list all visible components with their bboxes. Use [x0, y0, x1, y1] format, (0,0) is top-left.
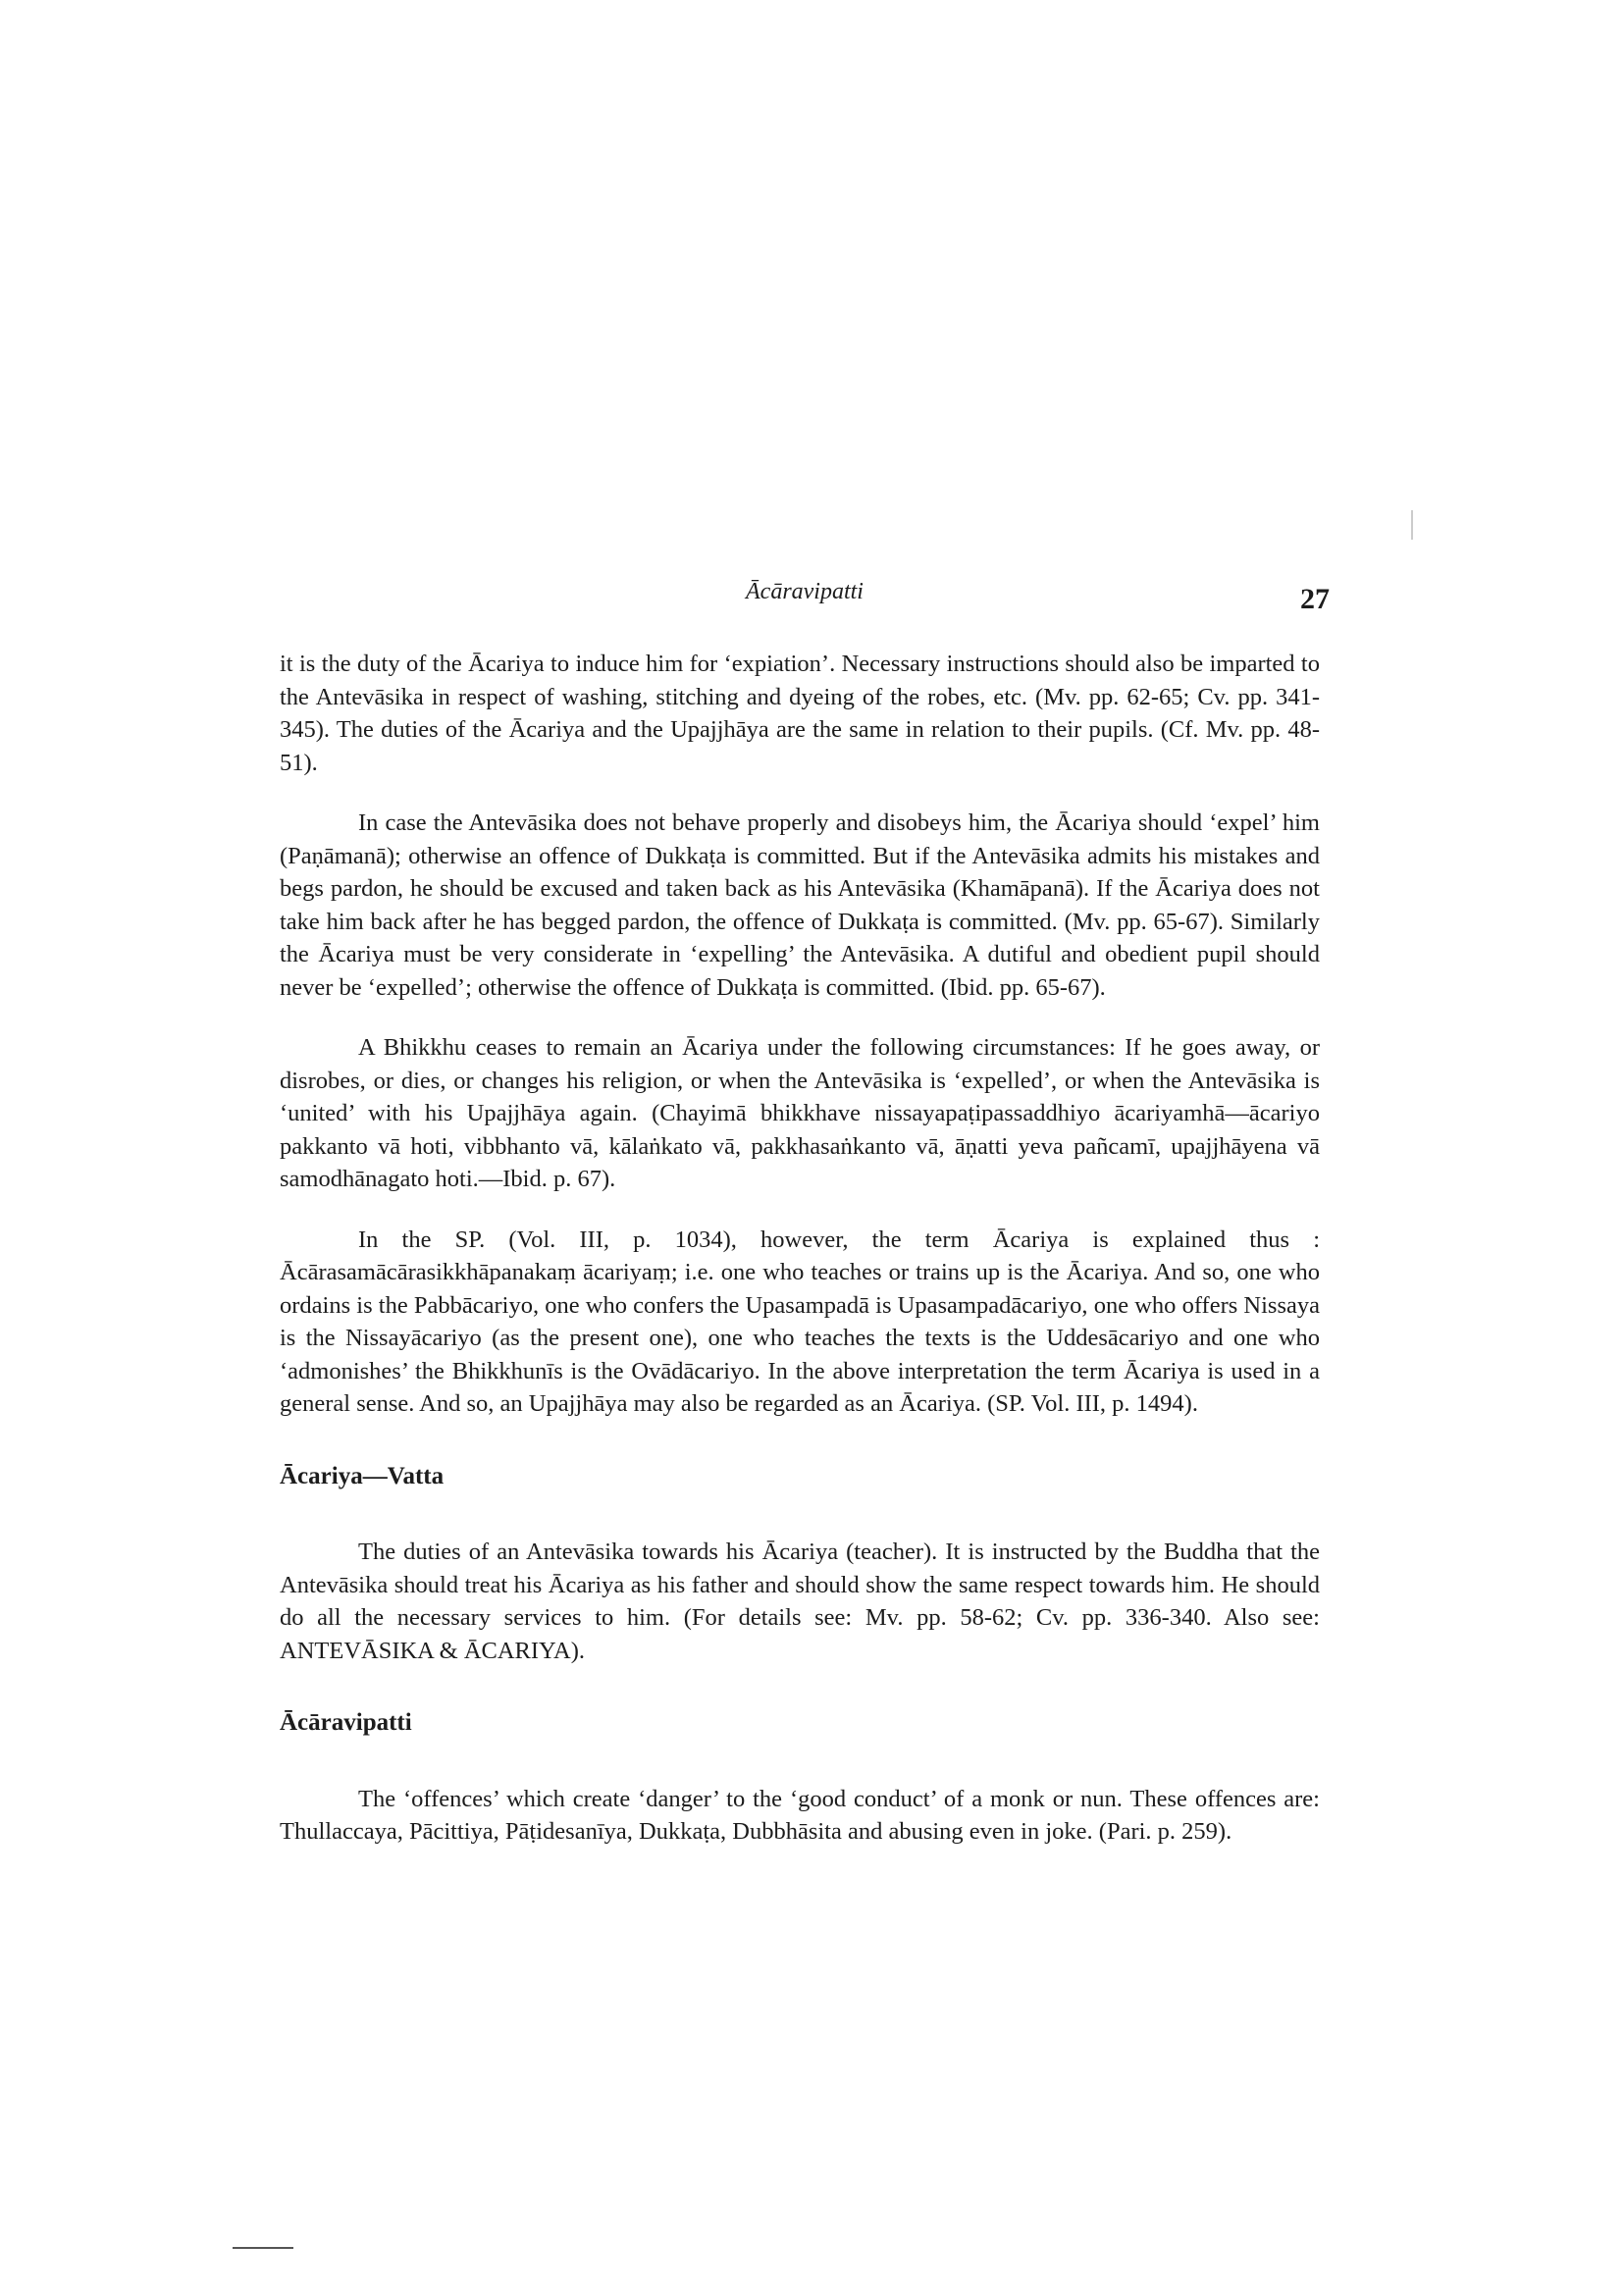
margin-mark [1411, 510, 1413, 540]
entry-text: The duties of an Antevāsika towards his Ācariya (teacher). It is instructed by the Buddha that the Antevāsika should treat his Ācariya as his father and should show the same respect towards him. He should do all the necessary services to him. (For details see: Mv. pp. 58-62; Cv. pp. 336-340. Also see: ANTEVĀSIKA & ĀCARIYA). [280, 1539, 1320, 1664]
page-number: 27 [1300, 583, 1330, 615]
footer-rule [233, 2247, 293, 2249]
paragraph-sp-definition: In the SP. (Vol. III, p. 1034), however, the term Ācariya is explained thus : Ācārasamācārasikkhāpanakaṃ ācariyaṃ; i.e. one who teaches or trains up is the Ācariya. And so, one who ordains is the Pabbācariyo, one who confers the Upasampadā is Upasampadācariyo, one who offers Nissaya is the Nissayācariyo (as the present one), one who teaches the texts is the Uddesācariyo and one who ‘admonishes’ the Bhikkhunīs is the Ovādācariyo. In the above interpretation the term Ācariya is used in a general sense. And so, an Upajjhāya may also be regarded as an Ācariya. (SP. Vol. III, p. 1494). [280, 1226, 1320, 1417]
body-text [280, 648, 1320, 1849]
paragraph-expulsion: In case the Antevāsika does not behave properly and disobeys him, the Ācariya should ‘expel’ him (Paṇāmanā); otherwise an offence of Dukkaṭa is committed. But if the Antevāsika admits his mistakes and begs pardon, he should be excused and taken back as his Antevāsika (Khamāpanā). If the Ācariya does not take him back after he has begged pardon, the offence of Dukkaṭa is committed. (Mv. pp. 65-67). Similarly the Ācariya must be very considerate in ‘expelling’ the Antevāsika. A dutiful and obedient pupil should never be ‘expelled’; otherwise the offence of Dukkaṭa is committed. (Ibid. pp. 65-67). [280, 809, 1320, 1001]
entry-text: The ‘offences’ which create ‘danger’ to the ‘good conduct’ of a monk or nun. These offences are: Thullaccaya, Pācittiya, Pāṭidesanīya, Dukkaṭa, Dubbhāsita and abusing even in joke. (Pari. p. 259). [280, 1785, 1320, 1845]
paragraph-cessation: A Bhikkhu ceases to remain an Ācariya under the following circumstances: If he goes away, or disrobes, or dies, or changes his religion, or when the Antevāsika is ‘expelled’, or when the Antevāsika is ‘united’ with his Upajjhāya again. (Chayimā bhikkhave nissayapaṭipassaddhiyo ācariyamhā—ācariyo pakkanto vā hoti, vibbhanto vā, kālaṅkato vā, pakkhasaṅkanto vā, āṇatti yeva pañcamī, upajjhāyena vā samodhānagato hoti.—Ibid. p. 67). [280, 1034, 1320, 1192]
running-head [280, 579, 1330, 628]
running-title: Ācāravipatti [746, 579, 864, 604]
entry-headword: Ācariya—Vatta [280, 1462, 445, 1489]
entry-headword: Ācāravipatti [280, 1709, 412, 1736]
paragraph-continuation: it is the duty of the Ācariya to induce him for ‘expiation’. Necessary instructions should also be imparted to the Antevāsika in respect of washing, stitching and dyeing of the robes, etc. (Mv. pp. 62-65; Cv. pp. 341-345). The duties of the Ācariya and the Upajjhāya are the same in relation to their pupils. (Cf. Mv. pp. 48-51). [280, 651, 1320, 776]
